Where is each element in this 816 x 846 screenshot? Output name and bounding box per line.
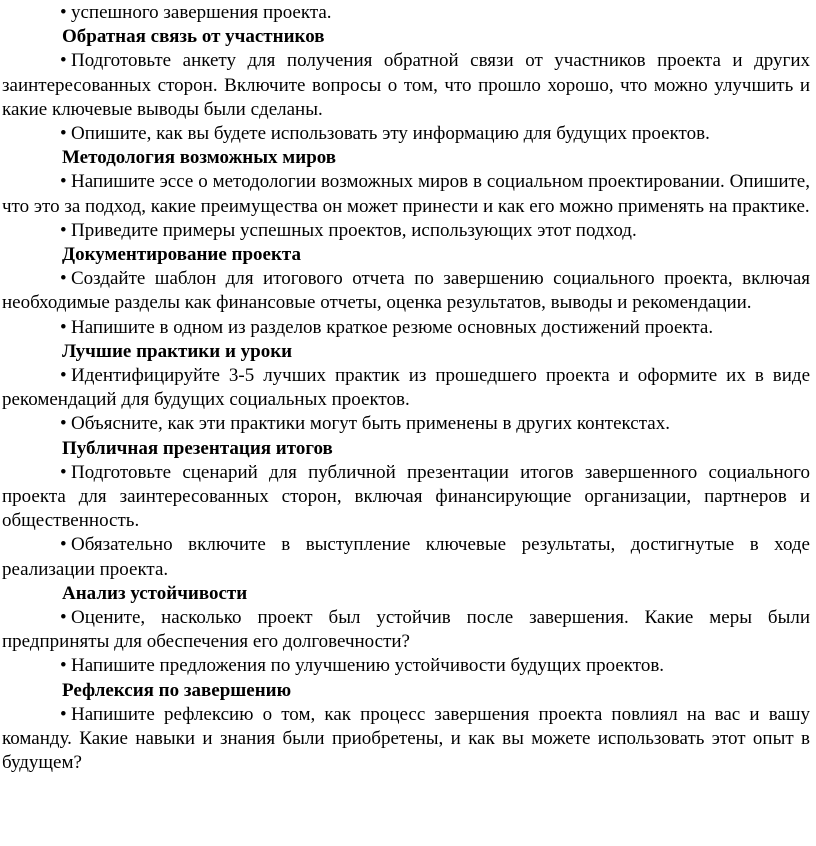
bullet-item: [2, 0, 810, 25]
bullet-item: [2, 316, 810, 340]
bullet-item: [2, 412, 810, 436]
bullet-item: [2, 703, 810, 776]
bullet-icon: •: [60, 268, 67, 290]
bullet-item: [2, 364, 810, 412]
bullet-icon: •: [60, 219, 67, 241]
bullet-icon: •: [60, 413, 67, 435]
bullet-icon: •: [60, 316, 67, 338]
bullet-icon: •: [60, 50, 67, 72]
bullet-text: Напишите предложения по улучшению устойчивости будущих проектов.: [71, 655, 665, 677]
section-heading: Лучшие практики и уроки: [62, 340, 293, 362]
bullet-item: [2, 170, 810, 218]
section-heading: Методология возможных миров: [62, 147, 337, 169]
section-heading: Рефлексия по завершению: [62, 679, 292, 701]
bullet-text: Подготовьте сценарий для публичной презентации итогов завершенного социального проекта для заинтересованных сторон, включая финансирующие организации, партнеров и общественность.: [2, 461, 810, 532]
bullet-item: [2, 606, 810, 654]
bullet-text: Оцените, насколько проект был устойчив после завершения. Какие меры были предприняты для обеспечения его долговечности?: [2, 607, 810, 653]
bullet-text: Обязательно включите в выступление ключевые результаты, достигнутые в ходе реализации проекта.: [2, 534, 810, 580]
bullet-text: Напишите рефлексию о том, как процесс завершения проекта повлиял на вас и вашу команду. Какие навыки и знания были приобретены, и как вы можете использовать этот опыт в будущем?: [2, 703, 810, 774]
bullet-icon: •: [60, 607, 67, 629]
bullet-text: Подготовьте анкету для получения обратной связи от участников проекта и других заинтересованных сторон. Включите вопросы о том, что прошло хорошо, что можно улучшить и какие ключевые выводы были сделаны.: [2, 50, 810, 120]
bullet-icon: •: [60, 534, 67, 556]
bullet-icon: •: [60, 703, 67, 725]
bullet-text: Объясните, как эти практики могут быть применены в других контекстах.: [71, 413, 670, 435]
bullet-text: Приведите примеры успешных проектов, использующих этот подход.: [71, 219, 637, 241]
section-heading: Публичная презентация итогов: [62, 437, 333, 459]
bullet-text: успешного завершения проекта.: [71, 2, 332, 23]
bullet-text: Напишите эссе о методологии возможных миров в социальном проектировании. Опишите, что это за подход, какие преимущества он может принести и как его можно применять на практике.: [2, 171, 810, 217]
bullet-icon: •: [60, 171, 67, 193]
bullet-item: [2, 267, 810, 315]
section-heading: Обратная связь от участников: [62, 26, 325, 48]
bullet-item: [2, 122, 810, 146]
bullet-item: [2, 219, 810, 243]
bullet-item: [2, 654, 810, 678]
bullet-icon: •: [60, 123, 67, 145]
bullet-item: [2, 533, 810, 581]
bullet-text: Идентифицируйте 3-5 лучших практик из прошедшего проекта и оформите их в виде рекомендаций для будущих социальных проектов.: [2, 365, 810, 411]
section-heading: Документирование проекта: [62, 244, 301, 266]
bullet-item: [2, 461, 810, 534]
bullet-text: Напишите в одном из разделов краткое резюме основных достижений проекта.: [71, 316, 714, 338]
bullet-icon: •: [60, 365, 67, 387]
bullet-icon: •: [60, 655, 67, 677]
bullet-icon: •: [60, 461, 67, 483]
bullet-icon: •: [60, 2, 67, 23]
bullet-item: [2, 49, 810, 122]
bullet-text: Опишите, как вы будете использовать эту информацию для будущих проектов.: [71, 123, 710, 145]
bullet-text: Создайте шаблон для итогового отчета по завершению социального проекта, включая необходимые разделы как финансовые отчеты, оценка результатов, выводы и рекомендации.: [2, 268, 810, 314]
section-heading: Анализ устойчивости: [62, 582, 248, 604]
